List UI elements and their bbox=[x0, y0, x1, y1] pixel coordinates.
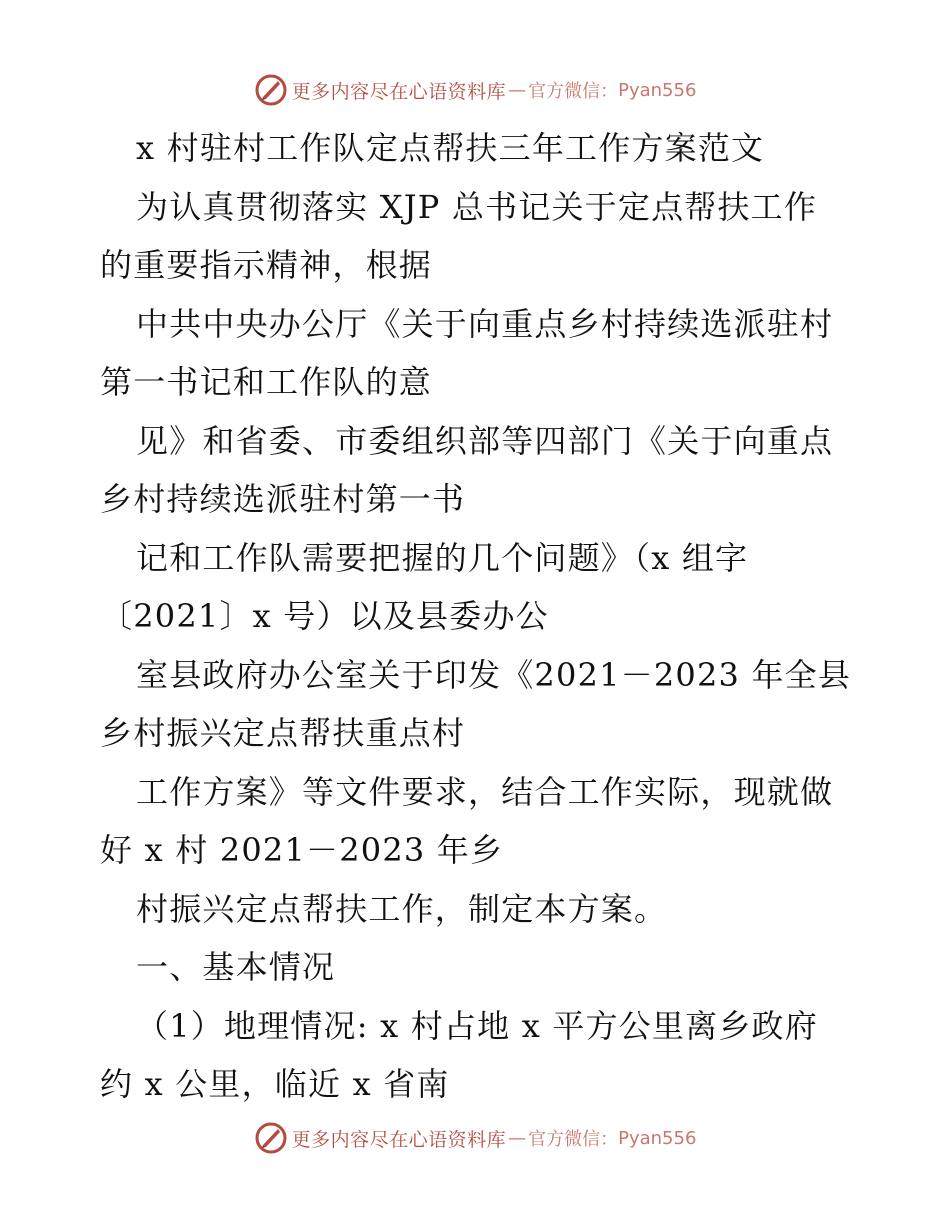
banner-separator: — bbox=[508, 1127, 527, 1149]
quill-logo-icon bbox=[254, 73, 288, 107]
banner-main-text: 更多内容尽在心语资料库 bbox=[291, 1128, 507, 1151]
banner-wechat-id: Pyan556 bbox=[618, 1127, 697, 1149]
document-body bbox=[100, 126, 900, 1121]
text-line: 约 x 公里，临近 x 省南 bbox=[100, 1065, 450, 1103]
banner-wechat-label: 官方微信： bbox=[528, 1129, 619, 1150]
text-line: x 村驻村工作队定点帮扶三年工作方案范文 bbox=[136, 129, 765, 167]
text-line: 工作方案》等文件要求，结合工作实际，现就做 bbox=[136, 772, 834, 811]
header-watermark bbox=[0, 70, 950, 110]
text-line: 好 x 村 2021－2023 年乡 bbox=[100, 831, 504, 869]
text-line: 乡村振兴定点帮扶重点村 bbox=[100, 714, 466, 752]
text-line: 村振兴定点帮扶工作，制定本方案。 bbox=[136, 889, 668, 928]
text-line: 中共中央办公厅《关于向重点乡村持续选派驻村 bbox=[136, 304, 834, 343]
text-line: 室县政府办公室关于印发《2021－2023 年全县 bbox=[136, 655, 852, 694]
text-line: 〔2021〕x 号）以及县委办公 bbox=[100, 597, 549, 635]
banner-wechat-id: Pyan556 bbox=[618, 79, 697, 101]
quill-logo-icon bbox=[254, 1121, 288, 1155]
text-line: 记和工作队需要把握的几个问题》（x 组字 bbox=[136, 538, 749, 577]
text-line: 乡村持续选派驻村第一书 bbox=[100, 480, 466, 518]
text-line: 为认真贯彻落实 XJP 总书记关于定点帮扶工作 bbox=[136, 187, 818, 226]
text-line: 见》和省委、市委组织部等四部门《关于向重点 bbox=[136, 421, 834, 460]
banner-wechat-label: 官方微信： bbox=[528, 81, 619, 102]
text-line: 的重要指示精神，根据 bbox=[100, 246, 433, 284]
banner-separator: — bbox=[508, 79, 527, 101]
text-line: 一、基本情况 bbox=[136, 948, 336, 986]
text-line: 第一书记和工作队的意 bbox=[100, 363, 433, 401]
footer-watermark bbox=[0, 1118, 950, 1158]
banner-main-text: 更多内容尽在心语资料库 bbox=[291, 80, 507, 103]
text-line: （1）地理情况: x 村占地 x 平方公里离乡政府 bbox=[136, 1006, 818, 1045]
